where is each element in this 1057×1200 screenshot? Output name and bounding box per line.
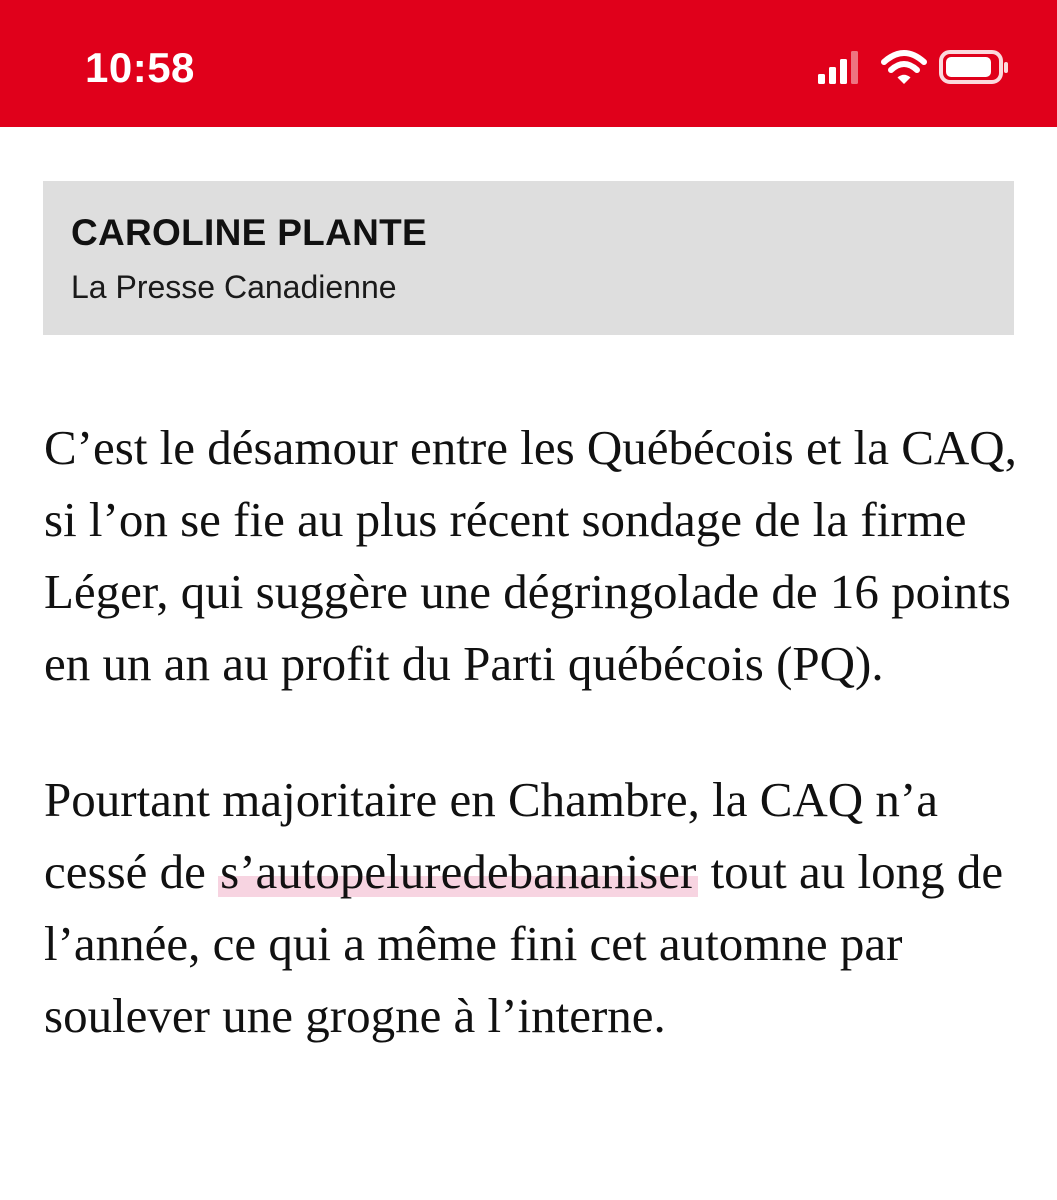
paragraph-2-text-before: Pourtant majoritaire en Chambre, la CAQ n’a cessé de — [44, 772, 938, 899]
article-body — [44, 412, 1019, 1052]
paragraph-2-text-after: tout au long de l’année, ce qui a même fini cet automne par soulever une grogne à l’interne. — [44, 844, 1004, 1043]
author-name[interactable]: CAROLINE PLANTE — [71, 212, 427, 253]
byline-box — [43, 181, 1014, 335]
highlighted-word[interactable]: s’autopeluredebananiser — [220, 844, 697, 899]
status-time: 10:58 — [85, 44, 195, 91]
cellular-signal-icon — [818, 48, 860, 88]
status-icons — [818, 48, 1013, 88]
article-paragraph-2 — [44, 764, 1019, 1052]
battery-icon — [938, 48, 1010, 88]
wifi-icon — [880, 48, 928, 88]
article-paragraph-1: C’est le désamour entre les Québécois et la CAQ, si l’on se fie au plus récent sondage de la firme Léger, qui suggère une dégringolade de 16 points en un an au profit du Parti québécois (PQ). — [44, 420, 1017, 691]
author-organization: La Presse Canadienne — [71, 269, 397, 305]
status-bar — [0, 0, 1057, 127]
